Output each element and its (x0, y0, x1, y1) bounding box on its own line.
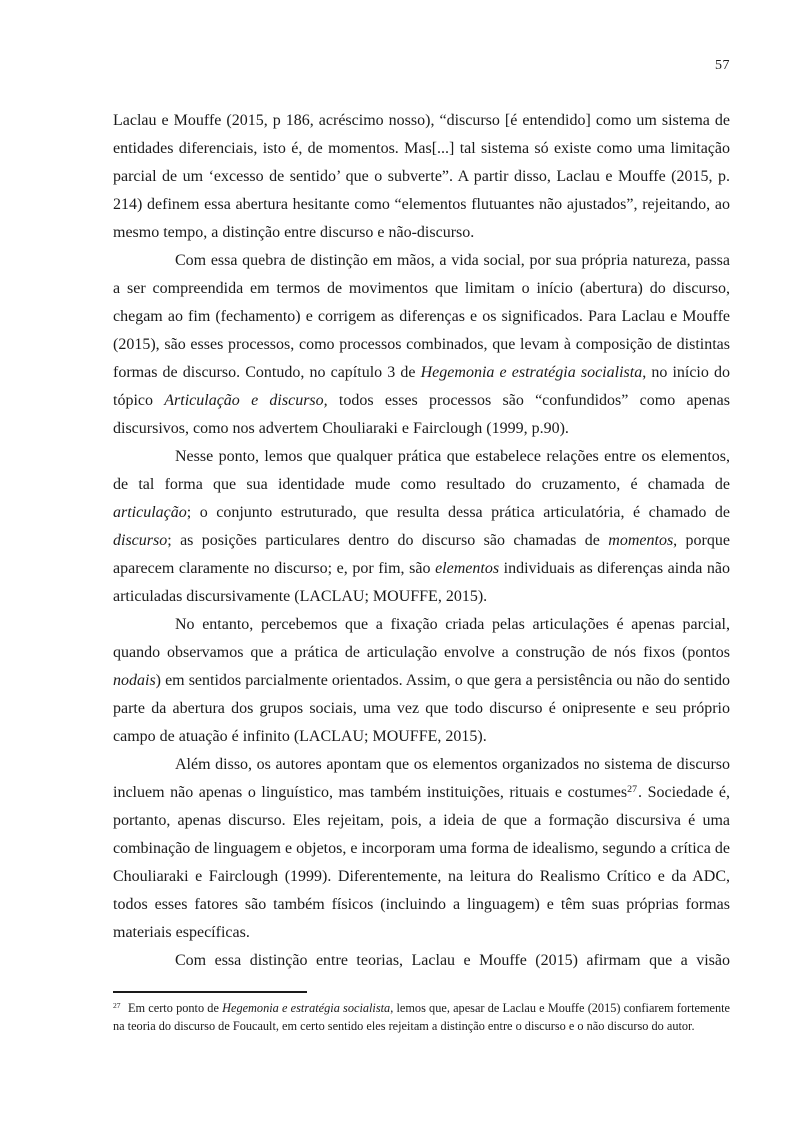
text-run: . Sociedade é, portanto, apenas discurso. Eles rejeitam, pois, a ideia de que a formação discursiva é uma combinação de linguagem e objetos, e incorporam uma forma de idealismo, segundo a crítica de Chouliaraki e Fairclough (1999). Diferentemente, na leitura do Realismo Crítico e da ADC, todos esses fatores são também físicos (incluindo a linguagem) e têm suas próprias formas materiais específicas. (113, 784, 730, 941)
footnote-reference-superscript: 27 (113, 1000, 121, 1010)
footnote-text (113, 1000, 730, 1035)
text-run: Com essa distinção entre teorias, Laclau e Mouffe (2015) afirmam que a visão (175, 952, 730, 969)
body-text (113, 107, 730, 975)
page-number: 57 (715, 58, 730, 73)
italic-text-run: articulação (113, 504, 187, 521)
italic-text-run: nodais (113, 672, 156, 689)
text-run: , no início do tópico (113, 364, 730, 409)
footnote-reference-superscript: 27 (627, 783, 638, 795)
footnote-area (113, 991, 730, 1035)
text-run: ; o conjunto estruturado, que resulta dessa prática articulatória, é chamado de (186, 504, 730, 521)
footnote-separator-rule (113, 991, 307, 993)
text-run: Em certo ponto de (121, 1001, 223, 1015)
text-run: Laclau e Mouffe (2015, p 186, acréscimo nosso), “discurso [é entendido] como um sistema de entidades diferenciais, isto é, de momentos. Mas[...] tal sistema só existe como uma limitação parcial de um ‘excesso de sentido’ que o subverte”. A partir disso, Laclau e Mouffe (2015, p. 214) definem essa abertura hesitante como “elementos flutuantes não ajustados”, rejeitando, ao mesmo tempo, a distinção entre discurso e não-discurso. (113, 112, 730, 241)
text-run: ) em sentidos parcialmente orientados. Assim, o que gera a persistência ou não do sentido parte da abertura dos grupos sociais, uma vez que todo discurso é onipresente e seu próprio campo de atuação é infinito (LACLAU; MOUFFE, 2015). (113, 672, 730, 745)
paragraph (113, 247, 730, 443)
italic-text-run: Hegemonia e estratégia socialista (420, 364, 643, 381)
text-run: , porque aparecem claramente no discurso; e, por fim, são (113, 532, 730, 577)
italic-text-run: Articulação e discurso, (164, 392, 328, 409)
text-run: ; as posições particulares dentro do discurso são chamadas de (167, 532, 609, 549)
paragraph (113, 751, 730, 947)
italic-text-run: Hegemonia e estratégia socialista (222, 1001, 391, 1015)
italic-text-run: elementos (435, 560, 500, 577)
text-run: todos esses processos são “confundidos” como apenas discursivos, como nos advertem Chouliaraki e Fairclough (1999, p.90). (113, 392, 730, 437)
paragraph (113, 443, 730, 611)
paragraph (113, 107, 730, 247)
text-run: No entanto, percebemos que a fixação criada pelas articulações é apenas parcial, quando observamos que a prática de articulação envolve a construção de nós fixos (pontos (113, 616, 730, 661)
text-run: , lemos que, apesar de Laclau e Mouffe (2015) confiarem fortemente na teoria do discurso de Foucault, em certo sentido eles rejeitam a distinção entre o discurso e o não discurso do autor. (113, 1001, 730, 1033)
italic-text-run: discurso (113, 532, 168, 549)
italic-text-run: momentos (608, 532, 674, 549)
text-run: Nesse ponto, lemos que qualquer prática que estabelece relações entre os elementos, de tal forma que sua identidade mude como resultado do cruzamento, é chamada de (113, 448, 730, 493)
text-run: Com essa quebra de distinção em mãos, a vida social, por sua própria natureza, passa a ser compreendida em termos de movimentos que limitam o início (abertura) do discurso, chegam ao fim (fechamento) e corrigem as diferenças e os significados. Para Laclau e Mouffe (2015), são esses processos, como processos combinados, que levam à composição de distintas formas de discurso. Contudo, no capítulo 3 de (113, 252, 730, 381)
text-run: individuais as diferenças ainda não articuladas discursivamente (LACLAU; MOUFFE, 2015). (113, 560, 731, 605)
paragraph (113, 947, 730, 975)
text-run: Além disso, os autores apontam que os elementos organizados no sistema de discurso incluem não apenas o linguístico, mas também instituições, rituais e costumes (113, 756, 730, 801)
paragraph (113, 611, 730, 751)
